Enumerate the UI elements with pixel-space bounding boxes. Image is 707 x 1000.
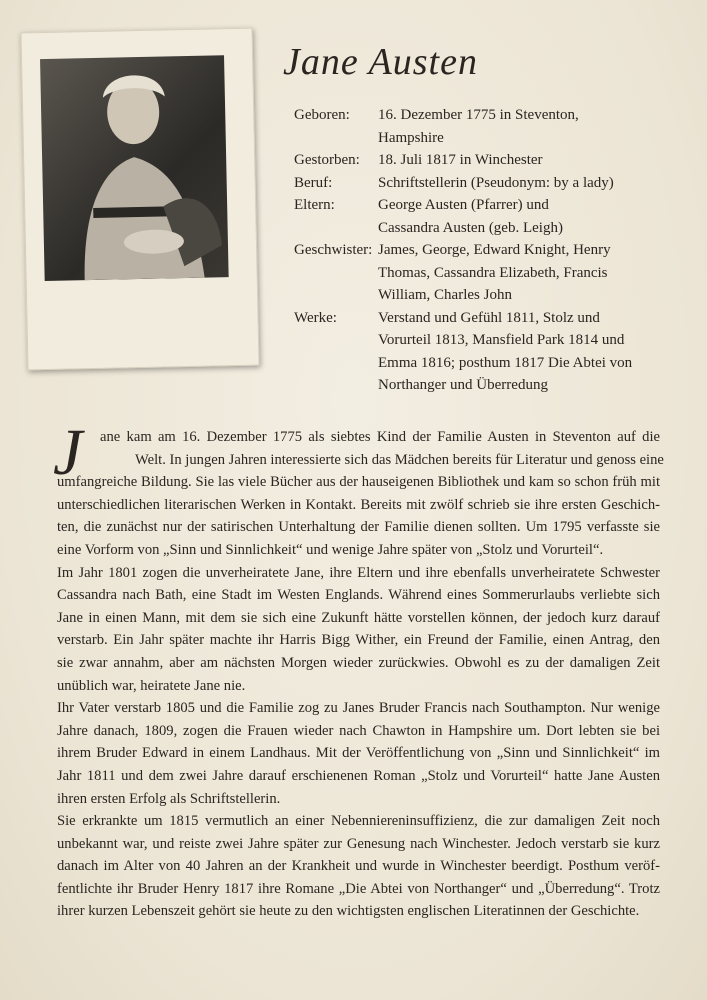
text-line: unbekannt war, und reiste zwei Jahre später zur Genesung nach Winchester. Jedoch verstarb sie kurz bbox=[57, 835, 660, 852]
text-line: ane kam am 16. Dezember 1775 als siebtes Kind der Familie Austen in Steventon auf die bbox=[100, 429, 660, 445]
fact-value-line: George Austen (Pfarrer) und bbox=[378, 197, 549, 213]
fact-row bbox=[294, 172, 648, 195]
portrait-frame bbox=[20, 28, 259, 371]
fact-value-line: Vorurteil 1813, Mansfield Park 1814 und bbox=[378, 332, 625, 348]
fact-row bbox=[294, 149, 648, 172]
fact-label: Eltern: bbox=[294, 197, 335, 213]
text-line: Cassandra nach Bath, eine Stadt im Westen Englands. Während eines Sommerurlaubs verliebte sich bbox=[57, 587, 660, 604]
fact-value-line: Schriftstellerin (Pseudonym: by a lady) bbox=[378, 174, 614, 191]
fact-value-line: Cassandra Austen (geb. Leigh) bbox=[378, 219, 563, 236]
text-line: ihren ersten Erfolg als Schriftstellerin. bbox=[57, 790, 281, 807]
fact-value bbox=[378, 149, 648, 172]
fact-value-line: Verstand und Gefühl 1811, Stolz und bbox=[378, 309, 600, 326]
fact-value bbox=[378, 172, 648, 195]
text-line: danach im Alter von 40 Jahren an der Krankheit und wurde in Winchester beerdigt. Posthum veröf- bbox=[57, 858, 660, 875]
fact-label: Geboren: bbox=[294, 107, 350, 123]
fact-value-line: 18. Juli 1817 in Winchester bbox=[378, 152, 543, 168]
text-line: ihrer kurzen Lebenszeit gehört sie heute zu den wichtigsten englischen Literatinnen der Geschichte. bbox=[57, 903, 640, 920]
fact-row bbox=[294, 307, 648, 397]
fact-value-line: Northanger und Überredung bbox=[378, 377, 548, 393]
text-line: Im Jahr 1801 zogen die unverheiratete Jane, ihre Eltern und ihre ebenfalls unverheiratete Schwester bbox=[57, 564, 660, 581]
fact-label: Werke: bbox=[294, 309, 337, 326]
fact-value-line: 16. Dezember 1775 in Steventon, Hampshire bbox=[378, 107, 579, 146]
text-line: Jahre danach, 1809, zogen die Frauen wieder nach Chawton in Hampshire um. Dort lebten sie bei bbox=[57, 722, 660, 739]
text-line: unterschiedlichen literarischen Werken in Kontakt. Bereits mit zwölf schrieb sie ihre ersten Geschich- bbox=[57, 496, 660, 513]
text-line: Welt. In jungen Jahren interessierte sich das Mädchen bereits für Literatur und genoss eine bbox=[135, 451, 664, 468]
fact-row bbox=[294, 239, 648, 307]
text-line: Jahr 1811 und dem zwei Jahre darauf erschienenen Roman „Stolz und Vorurteil“ hatte Jane Austen bbox=[57, 767, 660, 784]
fact-label: Gestorben: bbox=[294, 152, 360, 168]
text-line: umfangreiche Bildung. Sie las viele Bücher aus der hauseigenen Bibliothek und kam so schon früh mit bbox=[57, 474, 660, 491]
fact-value bbox=[378, 239, 648, 307]
text-line: fentlichte ihr Bruder Henry 1817 ihre Romane „Die Abtei von Northanger“ und „Überredung“. Trotz bbox=[57, 880, 660, 897]
fact-value-line: William, Charles John bbox=[378, 287, 512, 303]
fact-value bbox=[378, 194, 648, 239]
fact-label: Beruf: bbox=[294, 174, 333, 191]
text-line: sie zwar annahm, aber am nächsten Morgen wieder zurückwies. Obwohl es zu der damaligen Zeit bbox=[57, 654, 660, 671]
drop-cap: J bbox=[53, 416, 83, 489]
portrait-photo bbox=[40, 55, 229, 281]
fact-row bbox=[294, 104, 648, 149]
fact-row bbox=[294, 194, 648, 239]
text-line: Ihr Vater verstarb 1805 und die Familie zog zu Janes Bruder Francis nach Southampton. Nur wenige bbox=[57, 700, 660, 717]
page-title: Jane Austen bbox=[283, 41, 478, 83]
fact-value bbox=[378, 307, 648, 397]
text-line: Sie erkrankte um 1815 vermutlich an einer Nebenniereninsuffizienz, die zur damaligen Zeit noch bbox=[57, 813, 660, 830]
text-line: ten, die zunächst nur der satirischen Unterhaltung der Familie dienen sollten. Um 1795 verfasste sie bbox=[57, 519, 660, 536]
fact-value-line: James, George, Edward Knight, Henry bbox=[378, 242, 611, 258]
portrait-illustration bbox=[40, 55, 229, 281]
fact-value-line: Emma 1816; posthum 1817 Die Abtei von bbox=[378, 354, 633, 371]
fact-value bbox=[378, 104, 648, 149]
fact-value-line: Thomas, Cassandra Elizabeth, Francis bbox=[378, 264, 608, 281]
text-line: Jane in einen Mann, mit dem sie sich eine Zukunft hätte vorstellen können, der jedoch kurz darauf bbox=[57, 609, 660, 626]
fact-table bbox=[294, 104, 648, 397]
text-line: verstarb. Ein Jahr später machte ihr Harris Bigg Wither, ein Freund der Familie, einen Antrag, den bbox=[57, 632, 660, 649]
fact-label: Geschwister: bbox=[294, 242, 373, 258]
text-line: eine Vorform von „Sinn und Sinnlichkeit“ und wenige Jahre später von „Stolz und Vorurteil“. bbox=[57, 541, 604, 558]
text-line: unüblich war, heiratete Jane nie. bbox=[57, 677, 246, 694]
text-line: ihrem Bruder Edward in einem Landhaus. Mit der Veröffentlichung von „Sinn und Sinnlichkeit“ im bbox=[57, 745, 660, 762]
biography-text bbox=[53, 416, 664, 923]
